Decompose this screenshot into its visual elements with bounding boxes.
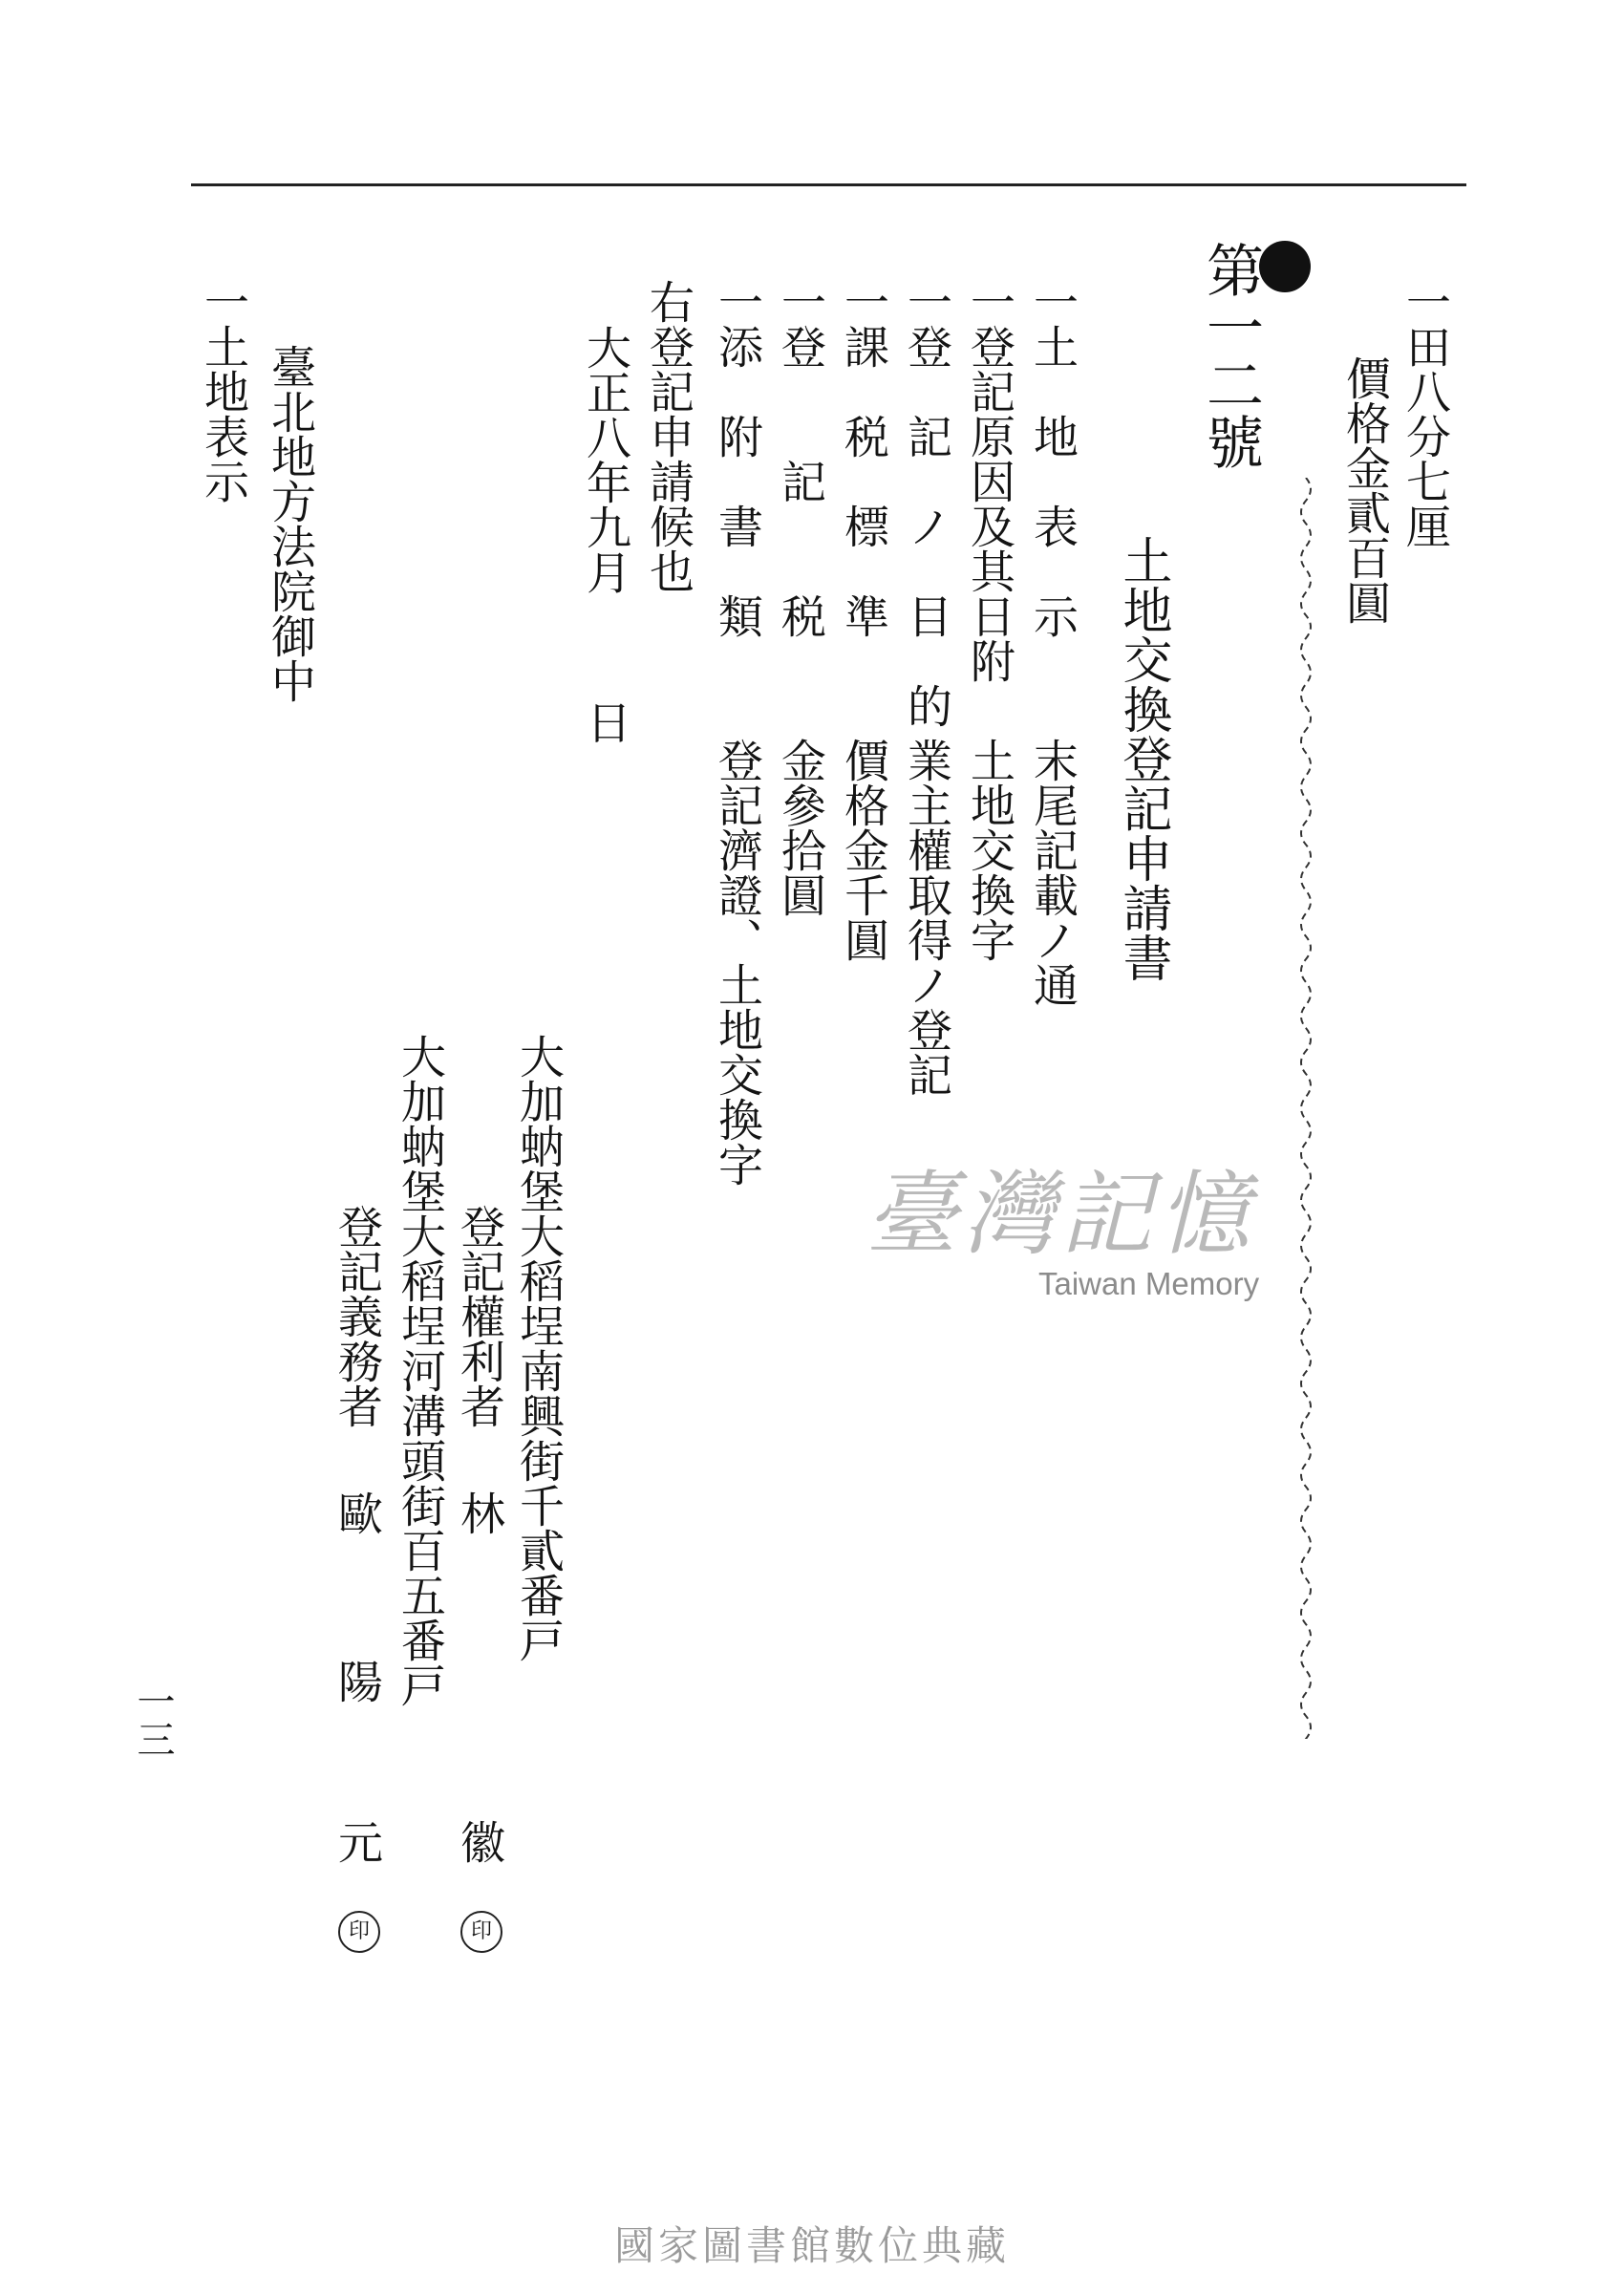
item-label-cause: 一登記原因及其日附 <box>963 279 1015 683</box>
item-value-attachments: 登記濟證、土地交換字 <box>711 738 763 1187</box>
watermark <box>817 1142 1304 1333</box>
item-label-land: 一土 地 表 示 <box>1026 279 1079 638</box>
top-item-price: 價格金貳百圓 <box>1338 355 1391 625</box>
watermark-english: Taiwan Memory <box>1038 1266 1260 1301</box>
item-value-purpose: 業主權取得ノ登記 <box>900 738 952 1097</box>
addressee: 臺北地方法院御中 <box>264 344 316 703</box>
applicant-1-address: 大加蚋堡大稻埕南興街千貳番戸 <box>512 1034 565 1662</box>
page-number: 一三 <box>131 1682 175 1758</box>
seal-stamp-icon: 印 <box>338 1911 380 1953</box>
applicant-2-role: 登記義務者 <box>331 1204 383 1428</box>
document-number <box>1197 241 1311 470</box>
applicant-2-name-3: 元 <box>331 1819 383 1864</box>
land-heading: 一土地表示 <box>197 279 249 504</box>
item-value-cause: 土地交換字 <box>963 738 1015 962</box>
applicant-1-name-2: 徽 <box>453 1819 505 1864</box>
date-line: 大正八年九月 <box>579 325 631 594</box>
applicant-2-name-2: 陽 <box>331 1659 383 1704</box>
item-value-tax-basis: 價格金千圓 <box>837 738 889 962</box>
document-number-text: 第一二號 <box>1197 241 1264 470</box>
item-value-registration-tax: 金參拾圓 <box>774 738 826 917</box>
applicant-1-name-1: 林 <box>453 1490 505 1535</box>
watermark-chinese: 臺灣記憶 <box>865 1161 1255 1268</box>
item-label-purpose: 一登 記 ノ 目 的 <box>900 279 952 728</box>
item-label-registration-tax: 一登 記 税 <box>774 279 826 638</box>
item-value-land: 末尾記載ノ通 <box>1026 738 1079 1007</box>
item-label-tax-basis: 一課 税 標 準 <box>837 279 889 638</box>
wavy-divider <box>1292 478 1320 1739</box>
applicant-1-seal <box>460 1911 502 1953</box>
document-title: 土地交換登記申請書 <box>1114 535 1171 982</box>
closing-statement: 右登記申請候也 <box>642 279 694 593</box>
applicant-2-seal <box>338 1911 380 1953</box>
item-label-attachments: 一添 附 書 類 <box>711 279 763 638</box>
applicant-2-address: 大加蚋堡大稻埕河溝頭街百五番戸 <box>394 1034 446 1707</box>
date-day: 日 <box>579 699 631 744</box>
footer-credit: 國家圖書館數位典藏 <box>613 2222 1010 2269</box>
applicant-2-name-1: 歐 <box>331 1490 383 1535</box>
top-item-line: 一田八分七厘 <box>1399 279 1451 548</box>
bullet-icon <box>1259 241 1311 292</box>
applicant-1-role: 登記權利者 <box>453 1204 505 1428</box>
top-rule <box>191 183 1466 186</box>
seal-stamp-icon: 印 <box>460 1911 502 1953</box>
